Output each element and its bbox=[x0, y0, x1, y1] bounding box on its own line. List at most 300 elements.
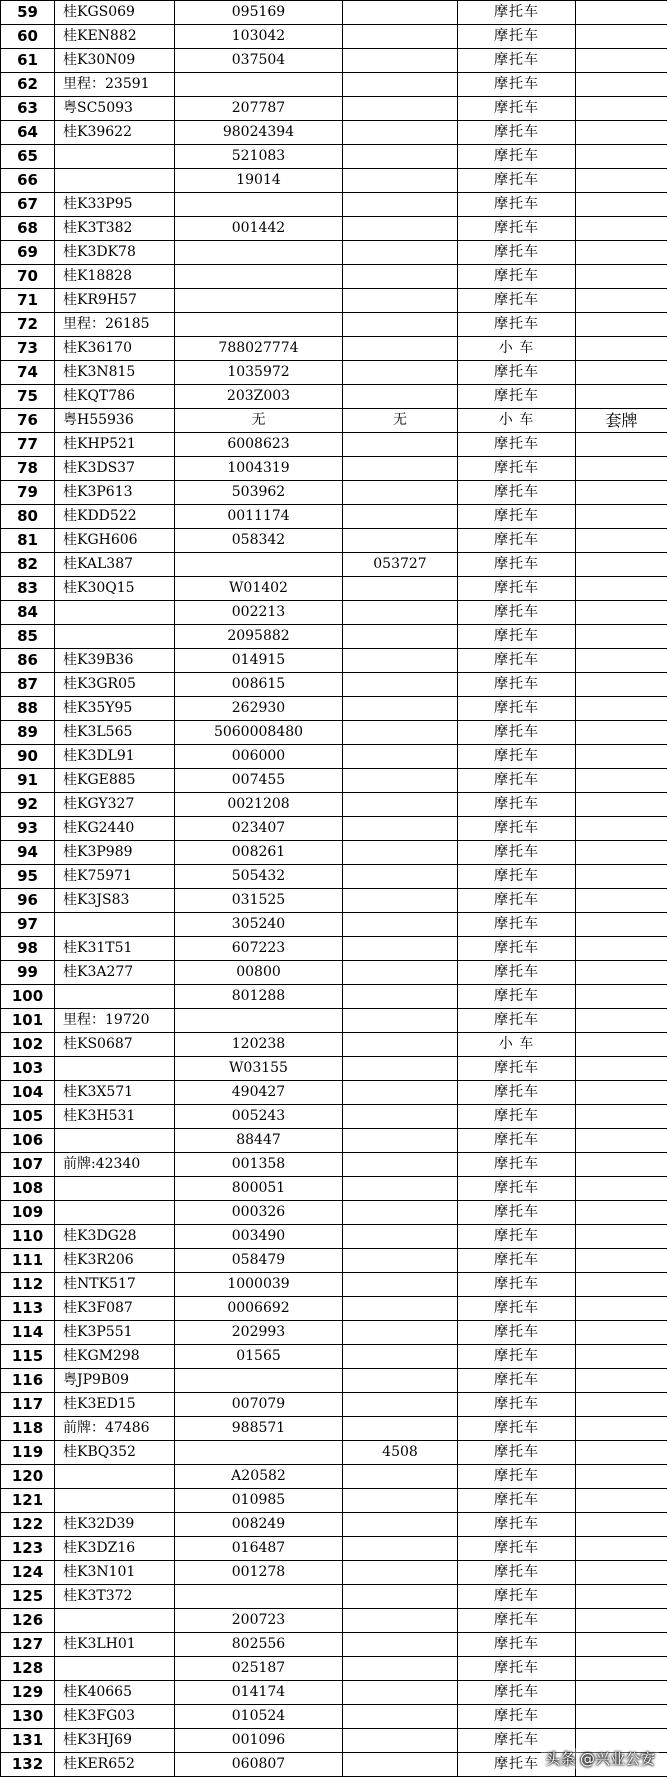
row-index: 97 bbox=[1, 913, 55, 937]
row-index: 74 bbox=[1, 361, 55, 385]
extra-cell bbox=[343, 793, 458, 817]
row-index: 68 bbox=[1, 217, 55, 241]
extra-cell bbox=[343, 217, 458, 241]
note-cell bbox=[576, 865, 667, 889]
table-row bbox=[1, 769, 667, 793]
number-cell: 607223 bbox=[175, 937, 343, 961]
table-row bbox=[1, 481, 667, 505]
table-row bbox=[1, 697, 667, 721]
number-cell bbox=[175, 193, 343, 217]
vehicle-type-cell: 摩托车 bbox=[458, 1129, 576, 1153]
table-row bbox=[1, 1009, 667, 1033]
note-cell bbox=[576, 265, 667, 289]
vehicle-type-cell: 摩托车 bbox=[458, 1465, 576, 1489]
vehicle-type-cell: 摩托车 bbox=[458, 97, 576, 121]
number-cell bbox=[175, 289, 343, 313]
extra-cell bbox=[343, 1489, 458, 1513]
note-cell bbox=[576, 793, 667, 817]
plate-cell: 桂KBQ352 bbox=[55, 1441, 175, 1465]
row-index: 86 bbox=[1, 649, 55, 673]
vehicle-type-cell: 摩托车 bbox=[458, 25, 576, 49]
note-cell bbox=[576, 145, 667, 169]
extra-cell bbox=[343, 841, 458, 865]
table-row bbox=[1, 865, 667, 889]
row-index: 70 bbox=[1, 265, 55, 289]
vehicle-type-cell: 摩托车 bbox=[458, 937, 576, 961]
vehicle-type-cell: 摩托车 bbox=[458, 217, 576, 241]
plate-cell: 桂K3JS83 bbox=[55, 889, 175, 913]
row-index: 65 bbox=[1, 145, 55, 169]
extra-cell bbox=[343, 505, 458, 529]
row-index: 76 bbox=[1, 409, 55, 433]
number-cell: 037504 bbox=[175, 49, 343, 73]
number-cell: 001096 bbox=[175, 1729, 343, 1753]
extra-cell bbox=[343, 457, 458, 481]
extra-cell bbox=[343, 601, 458, 625]
number-cell: 025187 bbox=[175, 1657, 343, 1681]
row-index: 112 bbox=[1, 1273, 55, 1297]
vehicle-type-cell: 摩托车 bbox=[458, 601, 576, 625]
number-cell: 88447 bbox=[175, 1129, 343, 1153]
plate-cell: 粤JP9B09 bbox=[55, 1369, 175, 1393]
row-index: 85 bbox=[1, 625, 55, 649]
note-cell bbox=[576, 649, 667, 673]
note-cell bbox=[576, 625, 667, 649]
row-index: 128 bbox=[1, 1657, 55, 1681]
row-index: 94 bbox=[1, 841, 55, 865]
number-cell: 788027774 bbox=[175, 337, 343, 361]
table-row bbox=[1, 1177, 667, 1201]
number-cell: 0011174 bbox=[175, 505, 343, 529]
vehicle-type-cell: 摩托车 bbox=[458, 1153, 576, 1177]
table-row bbox=[1, 1609, 667, 1633]
vehicle-type-cell: 摩托车 bbox=[458, 145, 576, 169]
extra-cell bbox=[343, 961, 458, 985]
vehicle-type-cell: 摩托车 bbox=[458, 241, 576, 265]
plate-cell: 桂K33P95 bbox=[55, 193, 175, 217]
number-cell: 98024394 bbox=[175, 121, 343, 145]
row-index: 66 bbox=[1, 169, 55, 193]
vehicle-type-cell: 摩托车 bbox=[458, 697, 576, 721]
number-cell: 988571 bbox=[175, 1417, 343, 1441]
extra-cell bbox=[343, 1537, 458, 1561]
table-row bbox=[1, 961, 667, 985]
row-index: 110 bbox=[1, 1225, 55, 1249]
row-index: 69 bbox=[1, 241, 55, 265]
plate-cell bbox=[55, 601, 175, 625]
vehicle-type-cell: 摩托车 bbox=[458, 961, 576, 985]
note-cell bbox=[576, 97, 667, 121]
plate-cell: 桂K3FG03 bbox=[55, 1705, 175, 1729]
table-row bbox=[1, 457, 667, 481]
note-cell bbox=[576, 1321, 667, 1345]
vehicle-type-cell: 摩托车 bbox=[458, 1681, 576, 1705]
row-index: 72 bbox=[1, 313, 55, 337]
note-cell bbox=[576, 433, 667, 457]
vehicle-type-cell: 小 车 bbox=[458, 409, 576, 433]
number-cell: 120238 bbox=[175, 1033, 343, 1057]
table-row bbox=[1, 1345, 667, 1369]
number-cell: 014915 bbox=[175, 649, 343, 673]
plate-cell: 桂K40665 bbox=[55, 1681, 175, 1705]
row-index: 106 bbox=[1, 1129, 55, 1153]
number-cell: 010524 bbox=[175, 1705, 343, 1729]
row-index: 127 bbox=[1, 1633, 55, 1657]
table-row bbox=[1, 1225, 667, 1249]
note-cell bbox=[576, 505, 667, 529]
vehicle-type-cell: 摩托车 bbox=[458, 1, 576, 25]
table-body bbox=[1, 1, 667, 1777]
row-index: 64 bbox=[1, 121, 55, 145]
table-row bbox=[1, 1681, 667, 1705]
row-index: 98 bbox=[1, 937, 55, 961]
plate-cell bbox=[55, 1465, 175, 1489]
plate-cell: 桂K32D39 bbox=[55, 1513, 175, 1537]
note-cell bbox=[576, 817, 667, 841]
row-index: 81 bbox=[1, 529, 55, 553]
table-row bbox=[1, 1657, 667, 1681]
extra-cell bbox=[343, 1177, 458, 1201]
vehicle-type-cell: 摩托车 bbox=[458, 1177, 576, 1201]
table-row bbox=[1, 1057, 667, 1081]
vehicle-type-cell: 摩托车 bbox=[458, 1249, 576, 1273]
plate-cell: 桂KG2440 bbox=[55, 817, 175, 841]
note-cell bbox=[576, 1489, 667, 1513]
row-index: 122 bbox=[1, 1513, 55, 1537]
table-row bbox=[1, 241, 667, 265]
row-index: 104 bbox=[1, 1081, 55, 1105]
plate-cell: 桂K3R206 bbox=[55, 1249, 175, 1273]
note-cell bbox=[576, 769, 667, 793]
extra-cell bbox=[343, 1657, 458, 1681]
plate-cell: 桂KGS069 bbox=[55, 1, 175, 25]
vehicle-type-cell: 摩托车 bbox=[458, 385, 576, 409]
extra-cell bbox=[343, 1585, 458, 1609]
row-index: 78 bbox=[1, 457, 55, 481]
table-row bbox=[1, 985, 667, 1009]
note-cell bbox=[576, 1, 667, 25]
number-cell: 006000 bbox=[175, 745, 343, 769]
extra-cell bbox=[343, 1081, 458, 1105]
number-cell: 802556 bbox=[175, 1633, 343, 1657]
number-cell: 01565 bbox=[175, 1345, 343, 1369]
row-index: 93 bbox=[1, 817, 55, 841]
table-row bbox=[1, 337, 667, 361]
table-row bbox=[1, 1705, 667, 1729]
table-row bbox=[1, 817, 667, 841]
table-row bbox=[1, 1393, 667, 1417]
extra-cell bbox=[343, 769, 458, 793]
note-cell bbox=[576, 1561, 667, 1585]
vehicle-type-cell: 摩托车 bbox=[458, 913, 576, 937]
plate-cell: 里程：19720 bbox=[55, 1009, 175, 1033]
plate-cell: 桂K35Y95 bbox=[55, 697, 175, 721]
table-row bbox=[1, 1561, 667, 1585]
row-index: 113 bbox=[1, 1297, 55, 1321]
extra-cell bbox=[343, 985, 458, 1009]
note-cell bbox=[576, 1609, 667, 1633]
extra-cell bbox=[343, 337, 458, 361]
vehicle-type-cell: 摩托车 bbox=[458, 649, 576, 673]
row-index: 73 bbox=[1, 337, 55, 361]
extra-cell bbox=[343, 649, 458, 673]
table-row bbox=[1, 433, 667, 457]
number-cell: 008261 bbox=[175, 841, 343, 865]
extra-cell bbox=[343, 1153, 458, 1177]
row-index: 88 bbox=[1, 697, 55, 721]
extra-cell bbox=[343, 1249, 458, 1273]
extra-cell bbox=[343, 673, 458, 697]
row-index: 109 bbox=[1, 1201, 55, 1225]
vehicle-type-cell: 摩托车 bbox=[458, 121, 576, 145]
row-index: 96 bbox=[1, 889, 55, 913]
plate-cell: 桂K3H531 bbox=[55, 1105, 175, 1129]
note-cell bbox=[576, 1345, 667, 1369]
row-index: 71 bbox=[1, 289, 55, 313]
number-cell: 007079 bbox=[175, 1393, 343, 1417]
plate-cell: 桂KGH606 bbox=[55, 529, 175, 553]
plate-cell: 桂K36170 bbox=[55, 337, 175, 361]
table-row bbox=[1, 1297, 667, 1321]
extra-cell bbox=[343, 265, 458, 289]
plate-cell: 桂KGE885 bbox=[55, 769, 175, 793]
vehicle-type-cell: 摩托车 bbox=[458, 505, 576, 529]
extra-cell bbox=[343, 25, 458, 49]
vehicle-type-cell: 摩托车 bbox=[458, 673, 576, 697]
table-row bbox=[1, 193, 667, 217]
number-cell: 1004319 bbox=[175, 457, 343, 481]
plate-cell bbox=[55, 985, 175, 1009]
vehicle-type-cell: 摩托车 bbox=[458, 1633, 576, 1657]
vehicle-type-cell: 摩托车 bbox=[458, 73, 576, 97]
note-cell bbox=[576, 1513, 667, 1537]
note-cell bbox=[576, 1633, 667, 1657]
number-cell: 001278 bbox=[175, 1561, 343, 1585]
plate-cell: 桂K3DL91 bbox=[55, 745, 175, 769]
number-cell bbox=[175, 265, 343, 289]
vehicle-type-cell: 摩托车 bbox=[458, 1393, 576, 1417]
vehicle-type-cell: 摩托车 bbox=[458, 313, 576, 337]
note-cell bbox=[576, 1105, 667, 1129]
table-row bbox=[1, 793, 667, 817]
plate-cell: 桂KDD522 bbox=[55, 505, 175, 529]
row-index: 105 bbox=[1, 1105, 55, 1129]
number-cell: 000326 bbox=[175, 1201, 343, 1225]
vehicle-type-cell: 摩托车 bbox=[458, 1009, 576, 1033]
number-cell: 005243 bbox=[175, 1105, 343, 1129]
plate-cell: 桂KS0687 bbox=[55, 1033, 175, 1057]
note-cell bbox=[576, 193, 667, 217]
note-cell bbox=[576, 337, 667, 361]
table-row bbox=[1, 937, 667, 961]
extra-cell bbox=[343, 1129, 458, 1153]
number-cell: 00800 bbox=[175, 961, 343, 985]
table-row bbox=[1, 1633, 667, 1657]
row-index: 116 bbox=[1, 1369, 55, 1393]
table-row bbox=[1, 553, 667, 577]
vehicle-type-cell: 摩托车 bbox=[458, 889, 576, 913]
vehicle-type-cell: 摩托车 bbox=[458, 1369, 576, 1393]
plate-cell: 桂K3N101 bbox=[55, 1561, 175, 1585]
table-row bbox=[1, 265, 667, 289]
extra-cell bbox=[343, 1393, 458, 1417]
table-row bbox=[1, 1489, 667, 1513]
note-cell bbox=[576, 985, 667, 1009]
extra-cell bbox=[343, 1033, 458, 1057]
number-cell: 490427 bbox=[175, 1081, 343, 1105]
row-index: 92 bbox=[1, 793, 55, 817]
vehicle-type-cell: 摩托车 bbox=[458, 625, 576, 649]
note-cell bbox=[576, 481, 667, 505]
extra-cell: 4508 bbox=[343, 1441, 458, 1465]
plate-cell: 桂K3DZ16 bbox=[55, 1537, 175, 1561]
plate-cell: 粤H55936 bbox=[55, 409, 175, 433]
row-index: 102 bbox=[1, 1033, 55, 1057]
vehicle-type-cell: 摩托车 bbox=[458, 481, 576, 505]
extra-cell bbox=[343, 1009, 458, 1033]
vehicle-type-cell: 摩托车 bbox=[458, 817, 576, 841]
vehicle-type-cell: 摩托车 bbox=[458, 577, 576, 601]
number-cell: 010985 bbox=[175, 1489, 343, 1513]
number-cell: 505432 bbox=[175, 865, 343, 889]
plate-cell: 桂K39B36 bbox=[55, 649, 175, 673]
row-index: 117 bbox=[1, 1393, 55, 1417]
table-row bbox=[1, 673, 667, 697]
note-cell bbox=[576, 529, 667, 553]
extra-cell bbox=[343, 121, 458, 145]
number-cell bbox=[175, 553, 343, 577]
table-row bbox=[1, 361, 667, 385]
table-row bbox=[1, 841, 667, 865]
table-row bbox=[1, 121, 667, 145]
vehicle-type-cell: 摩托车 bbox=[458, 769, 576, 793]
extra-cell: 无 bbox=[343, 409, 458, 433]
vehicle-type-cell: 摩托车 bbox=[458, 745, 576, 769]
vehicle-type-cell: 摩托车 bbox=[458, 793, 576, 817]
extra-cell bbox=[343, 1369, 458, 1393]
extra-cell: 053727 bbox=[343, 553, 458, 577]
extra-cell bbox=[343, 169, 458, 193]
table-row bbox=[1, 1441, 667, 1465]
vehicle-type-cell: 摩托车 bbox=[458, 361, 576, 385]
table-row bbox=[1, 385, 667, 409]
vehicle-type-cell: 摩托车 bbox=[458, 169, 576, 193]
extra-cell bbox=[343, 1273, 458, 1297]
vehicle-type-cell: 摩托车 bbox=[458, 1201, 576, 1225]
plate-cell bbox=[55, 1129, 175, 1153]
row-index: 95 bbox=[1, 865, 55, 889]
extra-cell bbox=[343, 697, 458, 721]
plate-cell: 桂K75971 bbox=[55, 865, 175, 889]
note-cell bbox=[576, 73, 667, 97]
note-cell bbox=[576, 1225, 667, 1249]
number-cell: 521083 bbox=[175, 145, 343, 169]
extra-cell bbox=[343, 1705, 458, 1729]
number-cell: 1035972 bbox=[175, 361, 343, 385]
plate-cell: 桂K3HJ69 bbox=[55, 1729, 175, 1753]
number-cell: 0021208 bbox=[175, 793, 343, 817]
extra-cell bbox=[343, 817, 458, 841]
number-cell: 023407 bbox=[175, 817, 343, 841]
row-index: 61 bbox=[1, 49, 55, 73]
note-cell bbox=[576, 313, 667, 337]
vehicle-type-cell: 摩托车 bbox=[458, 49, 576, 73]
vehicle-type-cell: 摩托车 bbox=[458, 841, 576, 865]
row-index: 107 bbox=[1, 1153, 55, 1177]
plate-cell: 桂K3P613 bbox=[55, 481, 175, 505]
table-row bbox=[1, 1321, 667, 1345]
number-cell: 207787 bbox=[175, 97, 343, 121]
table-row bbox=[1, 1129, 667, 1153]
extra-cell bbox=[343, 1513, 458, 1537]
vehicle-type-cell: 摩托车 bbox=[458, 1537, 576, 1561]
number-cell: 014174 bbox=[175, 1681, 343, 1705]
extra-cell bbox=[343, 1345, 458, 1369]
vehicle-type-cell: 摩托车 bbox=[458, 1105, 576, 1129]
table-row bbox=[1, 1513, 667, 1537]
note-cell bbox=[576, 961, 667, 985]
plate-cell: 桂K3DS37 bbox=[55, 457, 175, 481]
row-index: 130 bbox=[1, 1705, 55, 1729]
number-cell: 无 bbox=[175, 409, 343, 433]
plate-cell: 桂K3ED15 bbox=[55, 1393, 175, 1417]
number-cell: 262930 bbox=[175, 697, 343, 721]
vehicle-type-cell: 摩托车 bbox=[458, 1081, 576, 1105]
plate-cell: 前牌：47486 bbox=[55, 1417, 175, 1441]
row-index: 115 bbox=[1, 1345, 55, 1369]
extra-cell bbox=[343, 241, 458, 265]
note-cell bbox=[576, 217, 667, 241]
number-cell bbox=[175, 1585, 343, 1609]
extra-cell bbox=[343, 313, 458, 337]
number-cell: 2095882 bbox=[175, 625, 343, 649]
number-cell: 103042 bbox=[175, 25, 343, 49]
plate-cell: 桂KGY327 bbox=[55, 793, 175, 817]
row-index: 82 bbox=[1, 553, 55, 577]
note-cell bbox=[576, 841, 667, 865]
extra-cell bbox=[343, 625, 458, 649]
vehicle-type-cell: 小 车 bbox=[458, 1033, 576, 1057]
vehicle-type-cell: 摩托车 bbox=[458, 1225, 576, 1249]
extra-cell bbox=[343, 1561, 458, 1585]
note-cell bbox=[576, 385, 667, 409]
row-index: 100 bbox=[1, 985, 55, 1009]
number-cell: 202993 bbox=[175, 1321, 343, 1345]
number-cell: 19014 bbox=[175, 169, 343, 193]
number-cell: 095169 bbox=[175, 1, 343, 25]
note-cell bbox=[576, 1201, 667, 1225]
number-cell: 003490 bbox=[175, 1225, 343, 1249]
number-cell: 203Z003 bbox=[175, 385, 343, 409]
row-index: 67 bbox=[1, 193, 55, 217]
extra-cell bbox=[343, 745, 458, 769]
plate-cell: 桂KER652 bbox=[55, 1753, 175, 1777]
table-row bbox=[1, 601, 667, 625]
plate-cell: 桂K30Q15 bbox=[55, 577, 175, 601]
number-cell bbox=[175, 1441, 343, 1465]
note-cell bbox=[576, 241, 667, 265]
plate-cell: 桂K3T382 bbox=[55, 217, 175, 241]
row-index: 121 bbox=[1, 1489, 55, 1513]
plate-cell: 桂NTK517 bbox=[55, 1273, 175, 1297]
number-cell: 801288 bbox=[175, 985, 343, 1009]
number-cell: 800051 bbox=[175, 1177, 343, 1201]
note-cell bbox=[576, 913, 667, 937]
plate-cell bbox=[55, 1609, 175, 1633]
number-cell: 5060008480 bbox=[175, 721, 343, 745]
plate-cell bbox=[55, 1177, 175, 1201]
vehicle-type-cell: 摩托车 bbox=[458, 1561, 576, 1585]
